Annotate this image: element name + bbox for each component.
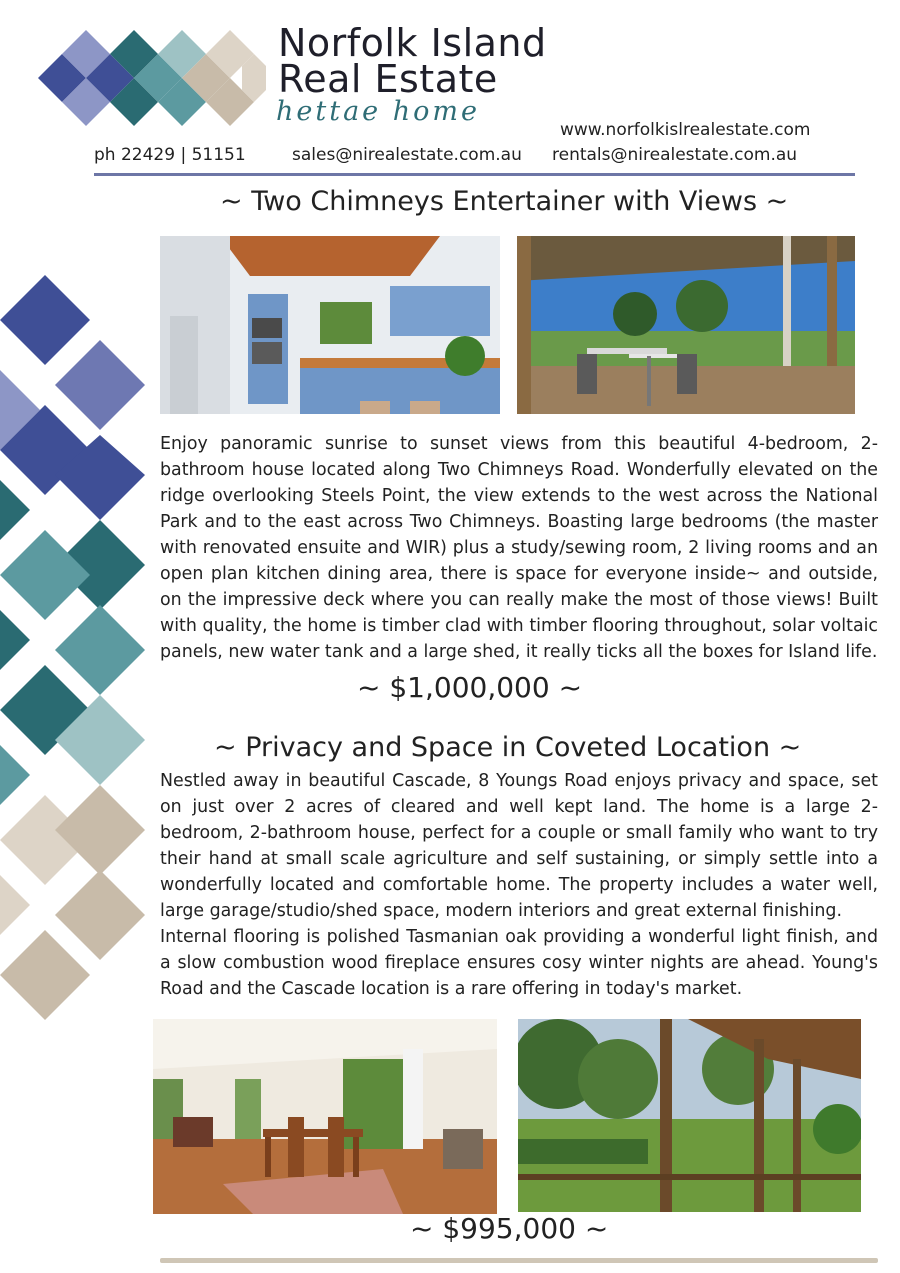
listing-1-price: ~ $1,000,000 ~ bbox=[357, 671, 583, 704]
website-link[interactable]: www.norfolkislrealestate.com bbox=[560, 120, 811, 140]
brand-name-line-1: Norfolk Island bbox=[278, 21, 547, 65]
listing-2-dining-photo[interactable] bbox=[153, 1019, 497, 1214]
listing-2-description-part-2: Internal flooring is polished Tasmanian oak providing a wonderful light finish, and a slow combustion wood fireplace ensures cosy winter nights are ahead. Young's Road and the Cascade location is a rare offering in today's market. bbox=[160, 927, 878, 999]
header-divider bbox=[94, 173, 855, 176]
listing-2-veranda-photo[interactable] bbox=[518, 1019, 861, 1212]
listing-2-description bbox=[160, 768, 878, 1002]
side-diamond-mosaic bbox=[0, 275, 150, 1055]
listing-1-deck-photo[interactable] bbox=[517, 236, 855, 414]
listing-1-kitchen-photo[interactable] bbox=[160, 236, 500, 414]
listing-2-description-part-1: Nestled away in beautiful Cascade, 8 Youngs Road enjoys privacy and space, set on just over 2 acres of cleared and well kept land. The home is a large 2-bedroom, 2-bathroom house, perfect for a couple or small family who want to try their hand at small scale agriculture and self sustaining, or simply settle into a wonderfully located and comfortable home. The property includes a water well, large garage/studio/shed space, modern interiors and great external finishing. bbox=[160, 771, 878, 921]
listing-2-heading: ~ Privacy and Space in Coveted Location ~ bbox=[214, 732, 802, 763]
listing-1-heading: ~ Two Chimneys Entertainer with Views ~ bbox=[220, 186, 789, 217]
listing-2-price: ~ $995,000 ~ bbox=[410, 1212, 609, 1245]
phone-number: ph 22429 | 51151 bbox=[94, 145, 246, 165]
listing-1-description: Enjoy panoramic sunrise to sunset views from this beautiful 4-bedroom, 2-bathroom house located along Two Chimneys Road. Wonderfully elevated on the ridge overlooking Steels Point, the view extends to the west across the National Park and to the east across Two Chimneys. Boasting large bedrooms (the master with renovated ensuite and WIR) plus a study/sewing room, 2 living rooms and an open plan kitchen dining area, there is space for everyone inside~ and outside, on the impressive deck where you can really make the most of those views! Built with quality, the home is timber clad with timber flooring throughout, solar voltaic panels, new water tank and a large shed, it really ticks all the boxes for Island life. bbox=[160, 434, 878, 662]
brand-tagline: hettae home bbox=[276, 96, 480, 127]
sales-email-link[interactable]: sales@nirealestate.com.au bbox=[292, 145, 522, 165]
rentals-email-link[interactable]: rentals@nirealestate.com.au bbox=[552, 145, 798, 165]
footer-divider bbox=[160, 1258, 878, 1263]
brand-name-line-2: Real Estate bbox=[278, 57, 498, 101]
logo-diamond-mark bbox=[38, 30, 266, 126]
